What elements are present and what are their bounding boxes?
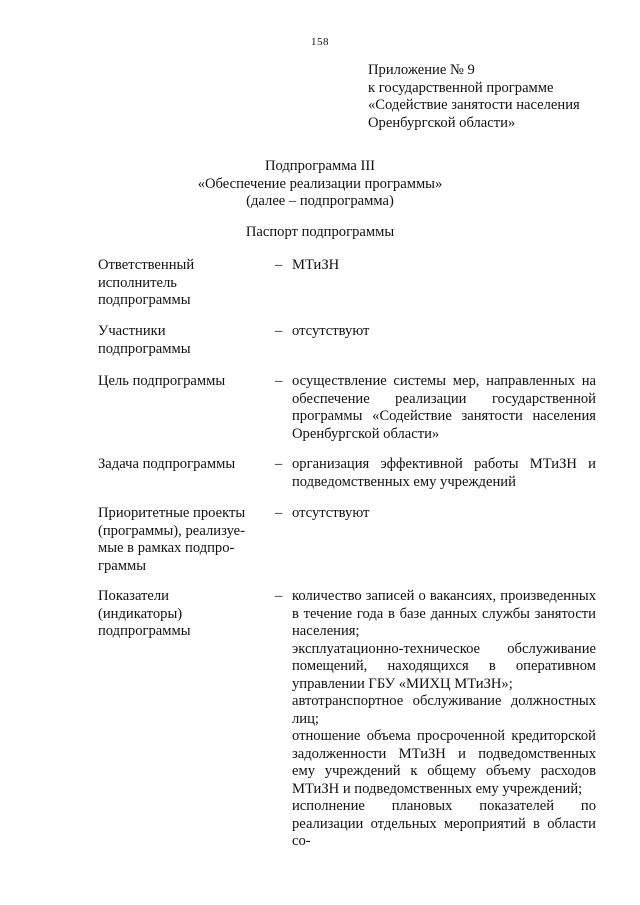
label-line: (индикаторы) bbox=[98, 605, 183, 622]
row-value: отсутствуют bbox=[292, 505, 370, 521]
subprogram-title: Подпрограмма III bbox=[264, 158, 376, 174]
row-dash: – bbox=[275, 323, 283, 339]
page-number: 158 bbox=[311, 36, 329, 48]
label-line: (программы), реализуе- bbox=[98, 522, 246, 539]
indicator-item: исполнение плановых показателей по реализации отдельных мероприятий в области со- bbox=[292, 798, 596, 849]
indicator-list bbox=[292, 588, 596, 851]
row-value: осуществление системы мер, направленных на обеспечение реализации государственной программы «Содействие занятости населения Оренбургской области» bbox=[292, 373, 596, 442]
indicator-item: отношение объема просроченной кредиторской задолженности МТиЗН и подведомственных ему учреждений к общему объему расходов МТиЗН и подведомственных ему учреждений; bbox=[292, 728, 596, 797]
label-line: Задача подпрограммы bbox=[98, 456, 236, 472]
row-value: МТиЗН bbox=[292, 257, 340, 273]
indicator-item: эксплуатационно-техническое обслуживание помещений, находящихся в оперативном управлении ГБУ «МИХЦ МТиЗН»; bbox=[292, 640, 596, 692]
passport-title: Паспорт подпрограммы bbox=[245, 224, 395, 240]
row-dash: – bbox=[275, 373, 283, 389]
row-dash: – bbox=[275, 505, 283, 521]
row-value: организация эффективной работы МТиЗН и подведомственных ему учреждений bbox=[292, 456, 596, 490]
subprogram-name: «Обеспечение реализации программы» bbox=[197, 175, 443, 192]
row-dash: – bbox=[275, 588, 283, 604]
label-line: подпрограммы bbox=[98, 623, 191, 639]
label-line: мые в рамках подпро- bbox=[98, 540, 235, 556]
row-label bbox=[98, 456, 258, 474]
row-label bbox=[98, 505, 258, 575]
subprogram-note: (далее – подпрограмма) bbox=[246, 193, 394, 209]
subprogram-title-block bbox=[0, 158, 640, 211]
row-label bbox=[98, 588, 258, 641]
label-line: Приоритетные проекты bbox=[98, 505, 246, 521]
row-label bbox=[98, 257, 258, 310]
row-dash: – bbox=[275, 257, 283, 273]
label-line: Цель подпрограммы bbox=[98, 373, 226, 389]
appendix-line: к государственной программе bbox=[368, 79, 554, 96]
label-line: граммы bbox=[98, 557, 147, 574]
row-value: отсутствуют bbox=[292, 323, 370, 339]
row-dash: – bbox=[275, 456, 283, 472]
appendix-line: Приложение № 9 bbox=[368, 62, 475, 78]
indicator-item: автотранспортное обслуживание должностных лиц; bbox=[292, 693, 596, 727]
label-line: Участники bbox=[98, 323, 166, 339]
row-label bbox=[98, 323, 258, 358]
label-line: исполнитель bbox=[98, 274, 177, 291]
label-line: подпрограммы bbox=[98, 292, 191, 308]
label-line: Показатели bbox=[98, 588, 169, 604]
row-label bbox=[98, 373, 258, 391]
appendix-header bbox=[368, 62, 580, 132]
appendix-line: «Содействие занятости населения bbox=[368, 97, 580, 113]
label-line: Ответственный bbox=[98, 257, 195, 273]
appendix-line: Оренбургской области» bbox=[368, 114, 516, 131]
label-line: подпрограммы bbox=[98, 340, 191, 357]
indicator-item: количество записей о вакансиях, произведенных в течение года в базе данных службы занятости населения; bbox=[292, 588, 596, 639]
